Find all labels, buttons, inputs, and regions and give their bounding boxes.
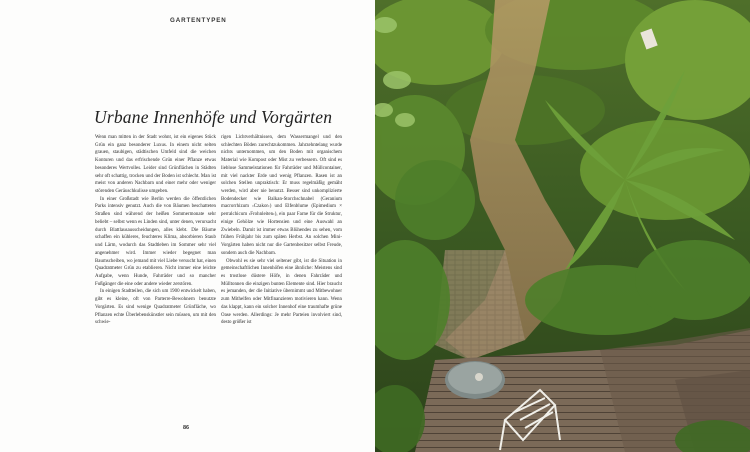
text-column-2 (221, 134, 342, 327)
paragraph: Wenn man mitten in der Stadt wohnt, ist ein eigenes Stück Grün ein ganz besonderer Luxus. In einem nicht selten grauen, staubigen, städtischen Umfeld sind die weichen Konturen und das erfrischende Grün einer Pflanze etwas besonderes Wertvolles. Leider sind Grünflächen in Städten sehr oft schattig, trocken und der Boden ist schlecht. Man ist meist von anderen Nachbarn und einer mehr oder weniger störenden Geräuschkulisse umgeben. (95, 135, 216, 195)
paragraph: In einigen Stadtteilen, die sich um 1900 entwickelt haben, gibt es kleine, oft von Parterre-Bewohnern benutzte Vorgärten. Es sind wenige Quadratmeter Grünfläche, wo Pflanzen echte Überlebenskünstler sein müssen, um mit den schwie- (95, 289, 216, 326)
text-column-1 (95, 134, 216, 327)
page-title: Urbane Innenhöfe und Vorgärten (94, 107, 333, 127)
page-number: 86 (183, 425, 190, 431)
paragraph: Obwohl es sie sehr viel seltener gibt, ist die Situation in gemeinschaftlichen Innenhöfen eine ähnliche: Meistens sind es trostlose düstere Höfe, in denen Fahrräder und Mülltonnen die einzigen bunten Elemente sind. Hier braucht es jemanden, der die Initiative übernimmt und Mitbewohner zum Mithelfen oder Mitfinanzieren motivieren kann. Wenn das klappt, kann ein solcher Innenhof eine traumhafte grüne Oase werden. Allerdings: Je mehr Parteien involviert sind, desto größer ist (221, 258, 342, 326)
section-label: GARTENTYPEN (170, 17, 227, 24)
paragraph: rigen Lichtverhältnissen, dem Wassermangel und den schlechten Böden zurechtzukommen. Jahrzehntelang wurde nichts unternommen, um den Boden mit organischem Material wie Kompost oder Mist zu verbessern. Oft sind es lieblose Sammelstationen für Fahrräder und Müllcontainer, mit viel nackter Erde und wenig Pflanzen. Rasen ist an solchen Stellen unpraktisch: Er muss regelmäßig gemäht werden, wird aber nie benutzt. Besser sind unkomplizierte Bodendecker wie Balkan-Storchschnabel (Geranium macrorrhizum ›Czakor‹) und Elfenblume (Epimedium × perralchicum ›Frohnleiten‹), ein paar Farne für die Struktur, einige Gehölze wie Hortensien und eine Auswahl an Zwiebeln. Damit ist immer etwas Blühendes zu sehen, vom frühen Frühjahr bis zum späten Herbst. An solchen Mini-Vorgärten haben nicht nur die Gartenbesitzer selbst Freude, sondern auch die Nachbarn. (221, 135, 342, 256)
round-table (445, 361, 505, 399)
paragraph: In einer Großstadt wie Berlin werden die öffentlichen Parks intensiv genutzt. Auch die von Bäumen beschatteten Straßen sind während der heißen Sommermonate sehr beliebt – selbst wenn es Linden sind, unter denen, verursacht durch Blattlausausscheidungen, alles klebt. Die Bäume schaffen ein kühleres, feuchteres Klima, absorbieren Staub und Lärm, wodurch das Stadtleben im Sommer sehr viel angenehmer wird. Immer wieder begegnet man Baumscheiben, wo jemand mit viel Liebe versucht hat, einen Quadratmeter Grün zu etablieren. Nicht immer eine leichte Aufgabe, wenn Hunde, Fahrräder und so mancher Fußgänger die eine oder andere wieder zerstören. (95, 196, 216, 287)
garden-photo (375, 0, 750, 452)
